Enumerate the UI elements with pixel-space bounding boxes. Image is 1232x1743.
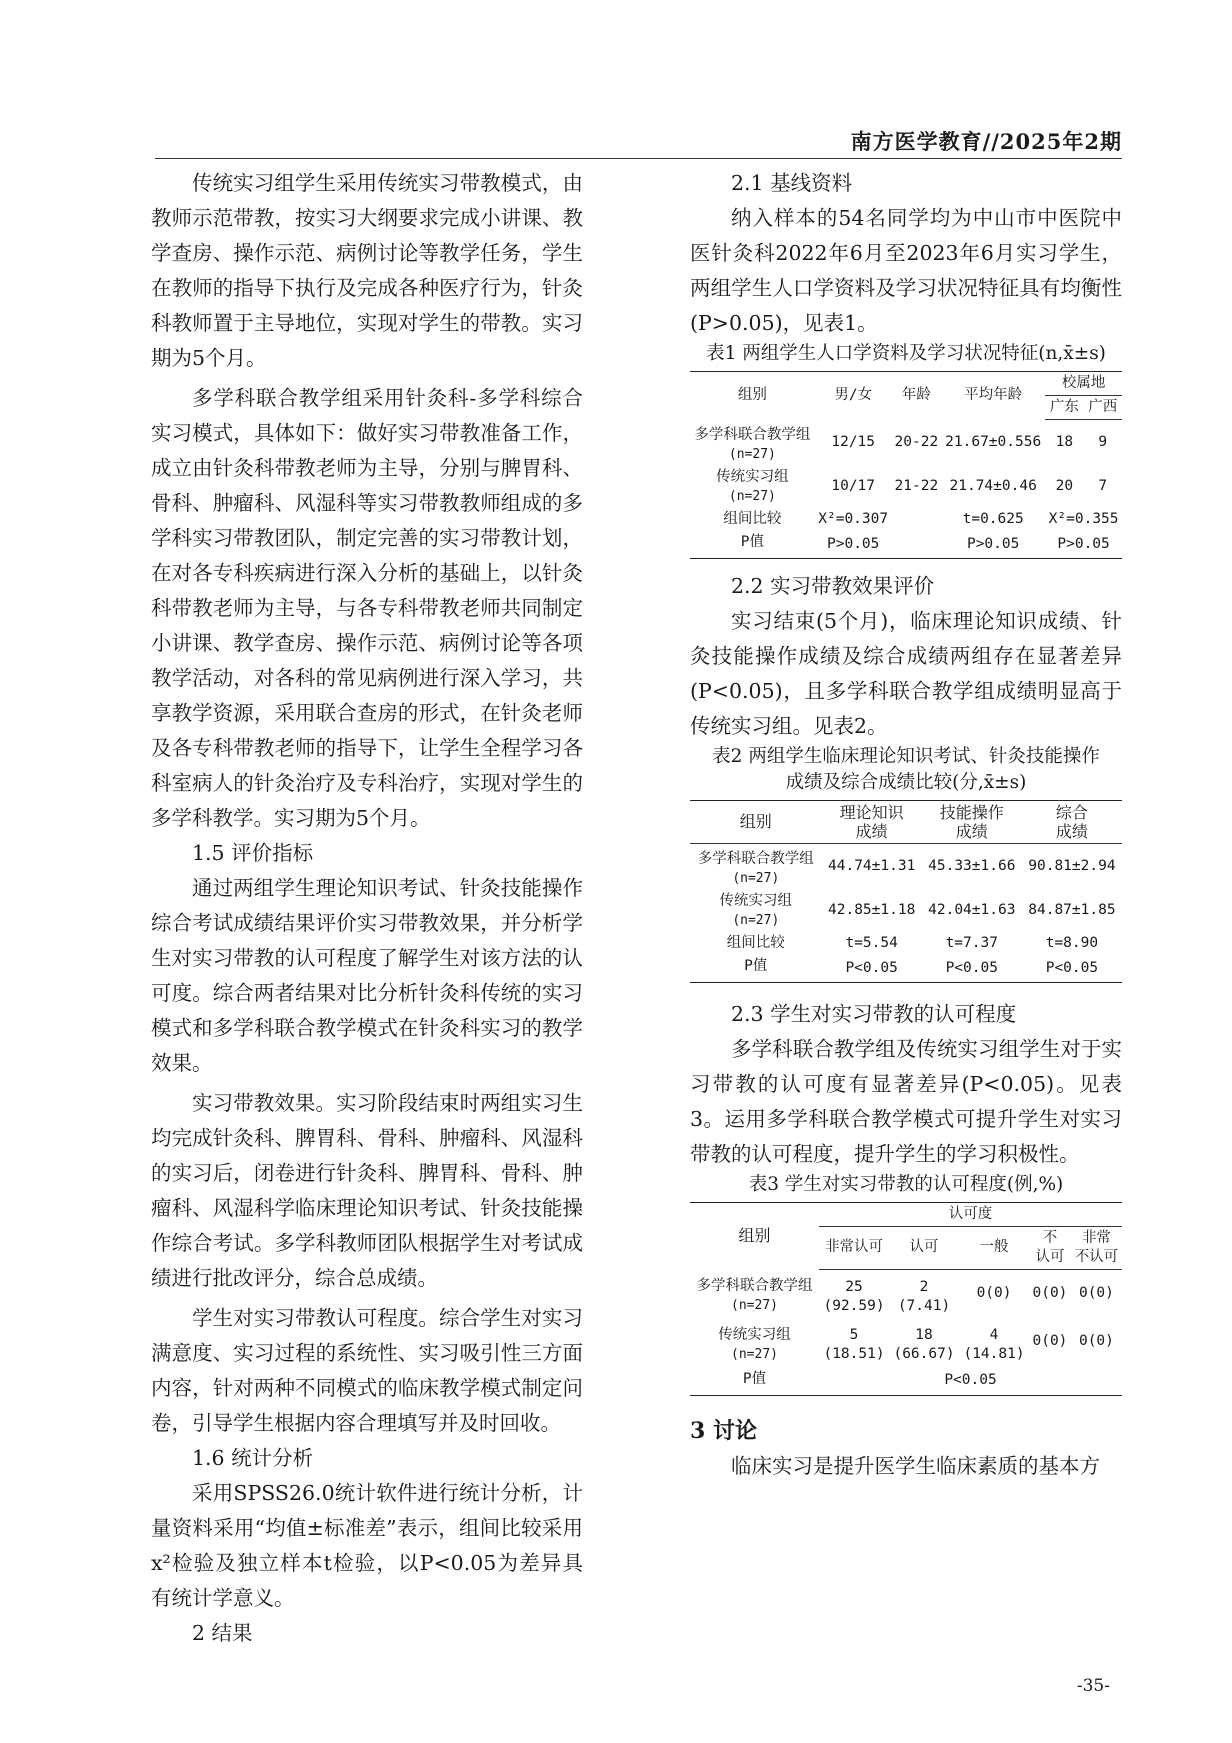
table3-row2-c3-count: 4 (989, 1326, 999, 1343)
table3-header-very-not-2: 不认可 (1074, 1248, 1119, 1265)
table1-row1-group: 多学科联合教学组 (694, 426, 811, 443)
table2-row2-group: 传统实习组 (719, 892, 793, 909)
paragraph-traditional-group: 传统实习组学生采用传统实习带教模式，由教师示范带教，按实习大纲要求完成小讲课、教学查房、操作示范、病例讨论等教学任务，学生在教师的指导下执行及完成各种医疗行为，针灸科教师置于主导地位，实现对学生的带教。实习期为5个月。 (151, 171, 583, 370)
table3-p-value: P<0.05 (819, 1366, 1122, 1396)
table3-row2-c1-pct: (18.51) (823, 1345, 885, 1362)
table3-row1-c1-count: 25 (845, 1278, 863, 1295)
table1-header-mean-age: 平均年龄 (941, 372, 1045, 420)
table3-row2-group: 传统实习组 (718, 1326, 791, 1343)
table2-header-skill-1: 技能操作 (939, 802, 1004, 822)
table1-cmp-label: 组间比较 (723, 510, 782, 527)
section-1-6-heading: 1.6 统计分析 (192, 1446, 314, 1470)
right-column (690, 166, 1122, 1484)
table3-header-neutral: 一般 (959, 1226, 1029, 1269)
table1-row2-gd: 20 (1055, 478, 1074, 494)
table3-p-label: P值 (690, 1366, 819, 1396)
paragraph-recognition-results: 多学科联合教学组及传统实习组学生对于实习带教的认可度有显著差异(P<0.05)。见表3。运用多学科联合教学模式可提升学生对实习带教的认可程度，提升学生的学习积极性。 (690, 1036, 1122, 1166)
table1-cmp-school: X²=0.355 (1048, 510, 1119, 527)
table1-header-age: 年龄 (892, 372, 942, 420)
table1-cmp-mean: t=0.625 (962, 510, 1024, 527)
table2-p-theory: P<0.05 (822, 955, 922, 983)
table1-cmp-sex: X²=0.307 (818, 510, 889, 527)
table1-p-mean: P>0.05 (941, 531, 1045, 559)
table3-header-recognition: 认可度 (819, 1202, 1122, 1226)
table3-caption: 表3 学生对实习带教的认可程度(例,%) (748, 1173, 1064, 1195)
table3-row2-c4: 0(0) (1032, 1333, 1068, 1349)
section-3-heading: 3 讨论 (690, 1417, 757, 1444)
table2-row1-n: (n=27) (732, 870, 780, 886)
table1-row1-mean: 21.67±0.556 (945, 434, 1042, 450)
table3-row1-c2-pct: (7.41) (897, 1297, 951, 1314)
header-rule (155, 158, 1122, 159)
table3-header-very-recognized: 非常认可 (819, 1226, 889, 1269)
paragraph-evaluation-indicators: 通过两组学生理论知识考试、针灸技能操作综合考试成绩结果评价实习带教效果，并分析学生对实习带教的认可程度了解学生对该方法的认可度。综合两者结果对比分析针灸科传统的实习模式和多学科联合教学模式在针灸科实习的教学效果。 (151, 876, 583, 1075)
table-row (690, 420, 1122, 466)
section-2-1-heading: 2.1 基线资料 (731, 171, 853, 195)
table1-row1-n: (n=27) (728, 446, 776, 462)
table2-row1-theory: 44.74±1.31 (828, 858, 916, 874)
table1 (690, 371, 1122, 559)
table1-header-guangdong: 广东 (1045, 396, 1083, 420)
table3-row1-group: 多学科联合教学组 (696, 1278, 813, 1295)
section-2-3-heading: 2.3 学生对实习带教的认可程度 (731, 1001, 1017, 1026)
table2-p-skill: P<0.05 (922, 955, 1022, 983)
table1-p-label: P值 (690, 531, 815, 559)
table-row (690, 932, 1122, 955)
table2-row2-total: 84.87±1.85 (1028, 902, 1116, 918)
table3-header-recognized: 认可 (889, 1226, 959, 1269)
table2-caption-line2: 成绩及综合成绩比较(分,x̄±s) (785, 771, 1027, 793)
table3-row1-n: (n=27) (731, 1298, 778, 1314)
table1-header-guangxi: 广西 (1084, 396, 1122, 420)
table3-row2-c2-pct: (66.67) (893, 1345, 955, 1362)
table1-row1-gd: 18 (1055, 434, 1074, 451)
table2-row1-group: 多学科联合教学组 (697, 850, 814, 867)
table3-row2-c5: 0(0) (1078, 1333, 1114, 1349)
table2-header-skill-2: 成绩 (955, 821, 988, 841)
table3-row1-c3: 0(0) (976, 1285, 1012, 1301)
table3-row1-c5: 0(0) (1078, 1285, 1114, 1301)
table3-row2-c3-pct: (14.81) (963, 1345, 1025, 1362)
section-2-heading: 2 结果 (192, 1621, 253, 1645)
paragraph-multidisciplinary-group: 多学科联合教学组采用针灸科-多学科综合实习模式，具体如下：做好实习带教准备工作，成立由针灸科带教老师为主导，分别与脾胃科、骨科、肿瘤科、风湿科等实习带教教师组成的多学科实习带教团队，制定完善的实习带教计划，在对各专科疾病进行深入分析的基础上，以针灸科带教老师为主导，与各专科带教老师共同制定小讲课、教学查房、操作示范、病例讨论等各项教学活动，对各科的常见病例进行深入学习，共享教学资源，采用联合查房的形式，在针灸老师及各专科带教老师的指导下，让学生全程学习各科室病人的针灸治疗及专科治疗，实现对学生的多学科教学。实习期为5个月。 (151, 386, 583, 830)
table1-row1-age: 20-22 (894, 434, 939, 450)
section-1-5-heading: 1.5 评价指标 (192, 841, 314, 865)
table2-cmp-skill: t=7.37 (945, 934, 998, 951)
paragraph-statistics: 采用SPSS26.0统计软件进行统计分析，计量资料采用“均值±标准差”表示，组间比较采用x²检验及独立样本t检验，以P<0.05为差异具有统计学意义。 (151, 1481, 583, 1610)
table3-row1-c2-count: 2 (919, 1278, 929, 1295)
table1-row2-age: 21-22 (894, 478, 939, 494)
table2 (690, 800, 1122, 983)
table3-header-not-2: 认可 (1035, 1248, 1065, 1265)
table3-header-very-not-1: 非常 (1081, 1229, 1111, 1246)
table1-row2-group: 传统实习组 (716, 468, 789, 485)
table1-row2-sex: 10/17 (831, 478, 876, 494)
table1-row1-sex: 12/15 (831, 434, 876, 450)
table2-row2-theory: 42.85±1.18 (828, 902, 916, 918)
table-row (690, 508, 1122, 531)
table2-header-group: 组别 (690, 800, 822, 843)
journal-header: 南方医学教育//2025年2期 (850, 129, 1122, 154)
table2-header-theory-1: 理论知识 (839, 802, 904, 822)
paragraph-teaching-effect: 实习带教效果。实习阶段结束时两组实习生均完成针灸科、脾胃科、骨科、肿瘤科、风湿科的实习后，闭卷进行针灸科、脾胃科、骨科、肿瘤科、风湿科学临床理论知识考试、针灸技能操作综合考试。多学科教师团队根据学生对考试成绩进行批改评分，综合总成绩。 (151, 1091, 583, 1290)
table-row (690, 1269, 1122, 1318)
table2-header-theory-2: 成绩 (855, 821, 888, 841)
paragraph-recognition-degree: 学生对实习带教认可程度。综合学生对实习满意度、实习过程的系统性、实习吸引性三方面内容，针对两种不同模式的临床教学模式制定问卷，引导学生根据内容合理填写并及时回收。 (151, 1306, 583, 1435)
table2-caption-line1: 表2 两组学生临床理论知识考试、针灸技能操作 (712, 745, 1100, 767)
table3-row1-c4: 0(0) (1032, 1285, 1068, 1301)
table2-row2-skill: 42.04±1.63 (928, 902, 1016, 918)
table2-cmp-label: 组间比较 (726, 934, 785, 951)
table2-p-label: P值 (690, 955, 822, 983)
table2-cmp-theory: t=5.54 (845, 934, 898, 951)
table3-header-not-1: 不 (1042, 1229, 1058, 1246)
table1-header-sex: 男/女 (815, 372, 892, 420)
table1-row2-gx: 7 (1098, 478, 1108, 494)
table3-row2-n: (n=27) (731, 1346, 778, 1362)
table1-p-school: P>0.05 (1045, 531, 1122, 559)
table-row (690, 955, 1122, 983)
table-row (690, 1318, 1122, 1366)
table2-row1-total: 90.81±2.94 (1028, 858, 1116, 874)
table1-p-sex: P>0.05 (815, 531, 892, 559)
table-row (690, 531, 1122, 559)
table1-caption: 表1 两组学生人口学资料及学习状况特征(n,x̄±s) (706, 343, 1106, 364)
table2-cmp-total: t=8.90 (1045, 934, 1099, 951)
paragraph-baseline: 纳入样本的54名同学均为中山市中医院中医针灸科2022年6月至2023年6月实习学生，两组学生人口学资料及学习状况特征具有均衡性(P>0.05)，见表1。 (690, 206, 1122, 335)
section-2-2-heading: 2.2 实习带教效果评价 (731, 573, 935, 598)
table3-row2-c1-count: 5 (849, 1326, 859, 1343)
table3 (690, 1202, 1122, 1396)
table2-header-total-2: 成绩 (1055, 821, 1088, 841)
table2-header-total-1: 综合 (1055, 802, 1088, 822)
table1-row2-mean: 21.74±0.46 (949, 478, 1037, 494)
table2-row1-skill: 45.33±1.66 (928, 858, 1016, 874)
table1-header-group: 组别 (690, 372, 815, 420)
table2-p-total: P<0.05 (1022, 955, 1122, 983)
table3-row1-c1-pct: (92.59) (823, 1297, 885, 1314)
table-row (690, 1366, 1122, 1396)
paragraph-teaching-evaluation: 实习结束(5个月)，临床理论知识成绩、针灸技能操作成绩及综合成绩两组存在显著差异(P<0.05)，且多学科联合教学组成绩明显高于传统实习组。见表2。 (690, 608, 1122, 738)
table-row (690, 890, 1122, 932)
table3-header-group: 组别 (690, 1202, 819, 1269)
table-row (690, 843, 1122, 890)
table3-row2-c2-count: 18 (915, 1326, 933, 1343)
table2-row2-n: (n=27) (732, 912, 780, 928)
table1-row2-n: (n=27) (728, 488, 776, 504)
table-row (690, 466, 1122, 508)
paragraph-discussion: 临床实习是提升医学生临床素质的基本方 (731, 1453, 1100, 1478)
table1-header-school: 校属地 (1045, 372, 1122, 396)
table1-row1-gx: 9 (1098, 434, 1108, 451)
left-column (151, 166, 583, 1651)
page-number: -35- (1076, 1676, 1110, 1696)
